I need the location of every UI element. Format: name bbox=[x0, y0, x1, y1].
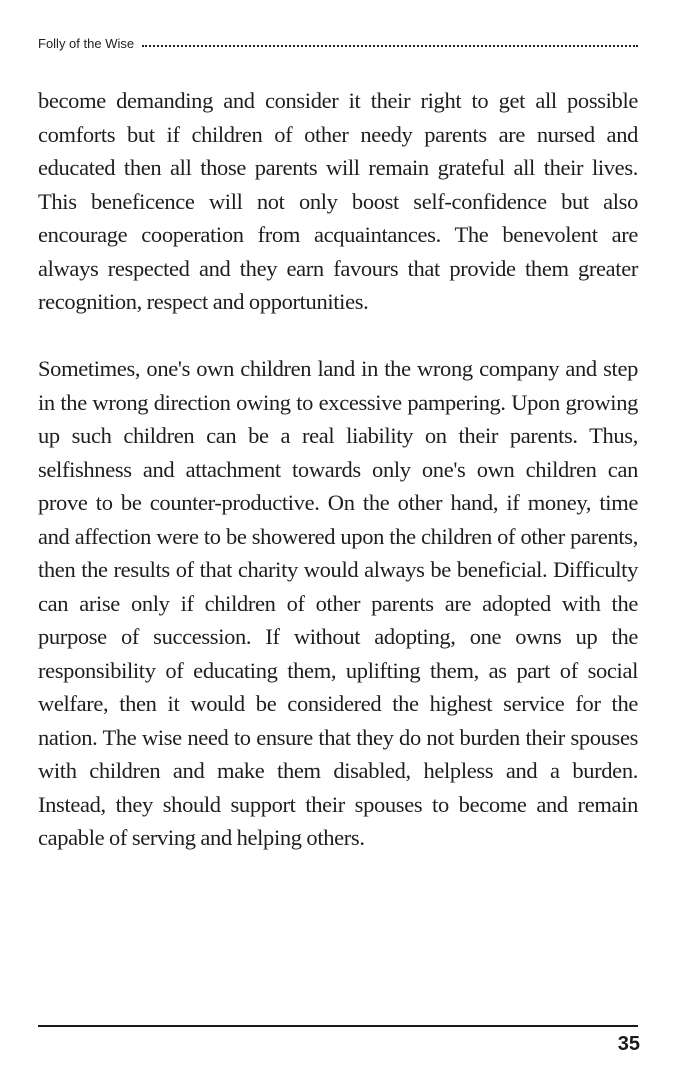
footer-rule bbox=[38, 1025, 638, 1027]
dotted-leader bbox=[142, 45, 638, 47]
running-header bbox=[38, 36, 638, 51]
body-text bbox=[38, 84, 638, 855]
paragraph: Sometimes, one's own children land in the wrong company and step in the wrong direction owing to excessive pampering. Upon growing up such children can be a real liability on their parents. Thus, selfishness and attachment towards only one's own children can prove to be counter-productive. On the other hand, if money, time and affection were to be showered upon the children of other parents, then the results of that charity would always be beneficial. Difficulty can arise only if children of other parents are adopted with the purpose of succession. If without adopting, one owns up the responsibility of educating them, uplifting them, as part of social welfare, then it would be considered the highest service for the nation. The wise need to ensure that they do not burden their spouses with children and make them disabled, helpless and a burden. Instead, they should support their spouses to become and remain capable of serving and helping others. bbox=[38, 356, 638, 850]
page-number: 35 bbox=[617, 1033, 640, 1055]
paragraph: become demanding and consider it their right to get all possible comforts but if children of other needy parents are nursed and educated then all those parents will remain grateful all their lives. This beneficence will not only boost self-confidence but also encourage cooperation from acquaintances. The benevolent are always respected and they earn favours that provide them greater recognition, respect and opportunities. bbox=[38, 88, 638, 314]
running-title: Folly of the Wise bbox=[38, 36, 135, 51]
